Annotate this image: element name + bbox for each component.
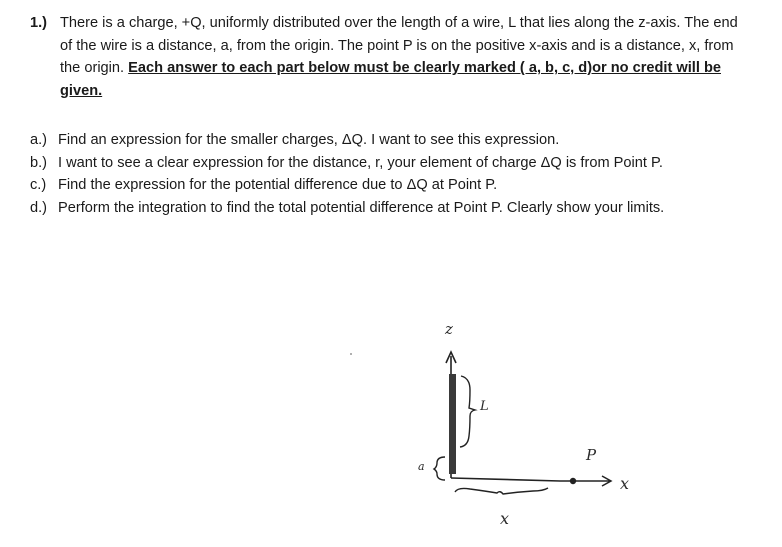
part-text: Find an expression for the smaller charges, ΔQ. I want to see this expression. bbox=[58, 132, 560, 148]
problem-number: 1.) bbox=[30, 15, 48, 31]
point-p-label: P bbox=[586, 446, 597, 464]
part-text: I want to see a clear expression for the distance, r, your element of charge ΔQ is from Point P. bbox=[58, 154, 663, 171]
stray-mark bbox=[350, 353, 352, 355]
problem-text-emphasis: Each answer to each part below must be clearly marked ( a, b, c, d)or no credit will be given. bbox=[60, 60, 721, 99]
gap-brace bbox=[434, 457, 445, 480]
x-axis-line bbox=[451, 478, 610, 481]
charged-wire bbox=[449, 374, 456, 474]
part-label: b.) bbox=[30, 154, 48, 171]
gap-label: a bbox=[418, 460, 425, 473]
part-label: d.) bbox=[30, 199, 48, 216]
problem-text-plain: There is a charge, +Q, uniformly distributed over the length of a wire, L that lies along the z-axis. The end of the wire is a distance, a, from the origin. The point P is on the positive x-axis and is a distance, x, from the origin. bbox=[60, 15, 738, 76]
x-axis-label: x bbox=[620, 474, 630, 493]
part-label: c.) bbox=[30, 177, 47, 194]
part-text: Find the expression for the potential difference due to ΔQ at Point P. bbox=[58, 177, 498, 194]
length-brace bbox=[460, 376, 475, 447]
part-label: a.) bbox=[30, 132, 48, 148]
x-distance-brace bbox=[455, 488, 548, 494]
x-distance-label: x bbox=[500, 509, 510, 528]
length-label: L bbox=[480, 399, 489, 414]
z-axis-label: z bbox=[445, 320, 453, 338]
part-text: Perform the integration to find the total potential difference at Point P. Clearly show your limits. bbox=[58, 199, 665, 216]
point-p-dot bbox=[570, 478, 576, 484]
